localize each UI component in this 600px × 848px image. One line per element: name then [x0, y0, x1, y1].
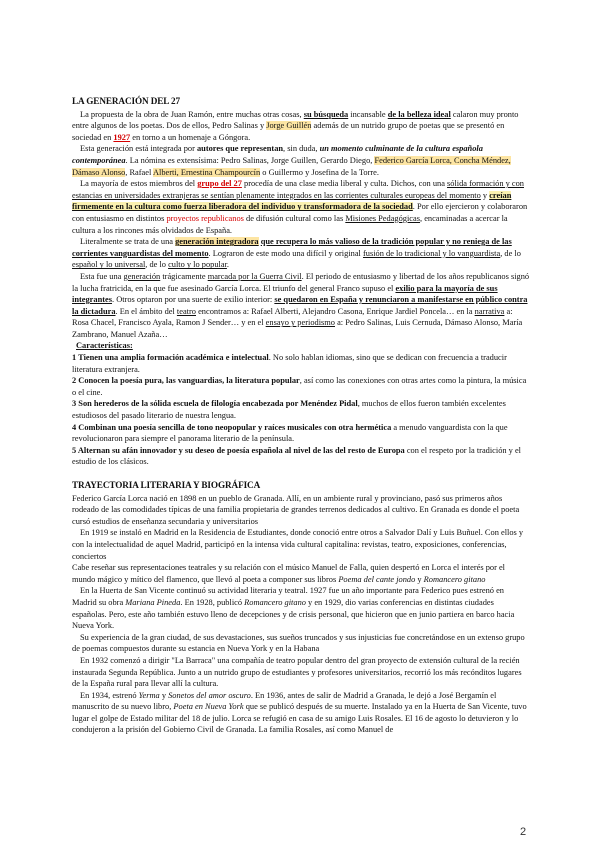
characteristics-heading: Características:	[76, 341, 133, 351]
characteristic-3: 3 Son herederos de la sólida escuela de filología encabezada por Menéndez Pidal, muchos de ellos fueron también excelentes estudiosos del pasado literario de nuestra lengua.	[72, 399, 506, 421]
characteristic-4: 4 Combinan una poesía sencilla de tono neopopular y raíces musicales con otra hermética a menudo vanguardista con la que revolucionaron para siempre el panorama literario de la península.	[72, 422, 508, 444]
paragraph-1934: En 1934, estrenó Yerma y Sonetos del amor oscuro. En 1936, antes de salir de Madrid a Granada, le dejó a José Bergamín el manuscrito de su nuevo libro, Poeta en Nueva York que se publicó después de su muerte. Instalado ya en la Huerta de San Vicente, tuvo lugar el golpe de Estado militar del 18 de julio. Lorca se refugió en casa de su amigo Luis Rosales. El 16 de agosto lo detuvieron y lo condujeron a la prisión del Gobierno Civil de Granada. La familia Rosales, así como Manuel de	[72, 690, 527, 735]
section-title-generacion-27: LA GENERACIÓN DEL 27	[72, 96, 181, 106]
paragraph-birth: Federico García Lorca nació en 1898 en un pueblo de Granada. Allí, en un ambiente rural y provinciano, pasó sus primeros años rodeado de las comodidades típicas de una familia propietaria de grandes terrenos dedicados al cultivo. En Granada es donde el poeta cursó estudios de enseñanza secundaria y universitarios	[72, 493, 520, 526]
paragraph-new-york: Su experiencia de la gran ciudad, de sus devastaciones, sus sueños truncados y sus injusticias fue concretándose en un extenso grupo de poemas compuestos durante su estancia en Nueva York y en la Habana	[72, 632, 525, 654]
section-title-trayectoria: TRAYECTORIA LITERARIA Y BIOGRÁFICA	[72, 480, 261, 490]
paragraph-huerta: En la Huerta de San Vicente continuó su actividad literaria y teatral. 1927 fue un año importante para Federico pues estrenó en Madrid su obra Mariana Pineda. En 1928, publicó Romancero gitano y en 1929, dio varias conferencias en distintas ciudades españolas. Pero, este año también estuvo lleno de decepciones y de crisis personal, que hicieron que en junio partiera en barco hacia Nueva York.	[72, 586, 515, 631]
paragraph-social-class: La mayoría de estos miembros del grupo del 27 procedía de una clase media liberal y culta. Dichos, con una sólida formación y con estancias en universidades extranjeras se sentían plenamente integrados en las corrientes culturales europeas del momento y creían firmemente en la cultura como fuerza liberadora del individuo y transformadora de la sociedad. Por ello ejercieron y colaboraron con entusiasmo en distintos proyectos republicanos de difusión cultural como las Misiones Pedagógicas, encaminadas a acercar la cultura a los rincones más olvidados de España.	[72, 179, 528, 235]
paragraph-madrid: En 1919 se instaló en Madrid en la Residencia de Estudiantes, donde conoció entre otros a Salvador Dalí y Luis Buñuel. Con ellos y con la intelectualidad de aquel Madrid, participó en la intensa vida cultural capitalina: revistas, teatro, exposiciones, conferencias, conciertos	[72, 528, 524, 561]
paragraph-integration: Literalmente se trata de una generación integradora que recupera lo más valioso de la tradición popular y no reniega de las corrientes vanguardistas del momento. Lograron de este modo una difícil y original fusión de lo tradicional y lo vanguardista, de lo español y lo universal, de lo culto y lo popular.	[72, 237, 521, 270]
characteristic-5: 5 Alternan su afán innovador y su deseo de poesía española al nivel de las del resto de Europa con el respeto por la tradición y el estudio de los clásicos.	[72, 445, 522, 467]
characteristic-2: 2 Conocen la poesía pura, las vanguardias, la literatura popular, así como las conexiones con otras artes como la pintura, la música o el cine.	[72, 376, 527, 397]
characteristic-1: 1 Tienen una amplia formación académica e intelectual. No solo hablan idiomas, sino que se dedican con frecuencia a traducir literatura extranjera.	[72, 353, 507, 374]
paragraph-members: Esta generación está integrada por autores que representan, sin duda, un momento culminante de la cultura española contemporánea. La nómina es extensísima: Pedro Salinas, Jorge Guillen, Gerardo Diego, Federico García Lorca, Concha Méndez, Dámaso Alonso, Rafael Alberti, Ernestina Champourcín o Guillermo y Josefina de la Torre.	[72, 144, 511, 177]
paragraph-falla: Cabe reseñar sus representaciones teatrales y su relación con el músico Manuel de Falla, quien despertó en Lorca el interés por el mundo mágico y mítico del flamenco, que llevó al poeta a componer sus libros Poema del cante jondo y Romancero gitano	[72, 563, 506, 584]
paragraph-civil-war: Esta fue una generación trágicamente marcada por la Guerra Civil. El periodo de entusiasmo y libertad de los años republicanos signó la lucha fratricida, en la que fue asesinado García Lorca. El triunfo del general Franco supuso el exilio para la mayoría de sus integrantes. Otros optaron por una suerte de exilio interior: se quedaron en España y renunciaron a manifestarse en público contra la dictadura. En el ámbito del teatro encontramos a: Rafael Alberti, Alejandro Casona, Enrique Jardiel Poncela… en la narrativa a: Rosa Chacel, Francisco Ayala, Ramon J Sender… y en el ensayo y periodismo a: Pedro Salinas, Luis Cernuda, Dámaso Alonso, María Zambrano, Manuel Azaña…	[72, 271, 530, 339]
document-body	[72, 96, 530, 736]
paragraph-la-barraca: En 1932 comenzó a dirigir "La Barraca" una compañía de teatro popular dentro del gran proyecto de extensión cultural de la recién instaurada Segunda República. Junto a un nutrido grupo de estudiantes y profesores universitarios, recorrió los más recónditos lugares de la España rural para llevar allí la cultura.	[72, 655, 522, 689]
page-number: 2	[520, 826, 527, 838]
paragraph-intro: La propuesta de la obra de Juan Ramón, entre muchas otras cosas, su búsqueda incansable de la belleza ideal calaron muy pronto entre algunos de los poetas. Dos de ellos, Pedro Salinas y Jorge Guillén además de un nutrido grupo de poetas que se presentó en sociedad en 1927 en torno a un homenaje a Góngora.	[72, 109, 519, 142]
